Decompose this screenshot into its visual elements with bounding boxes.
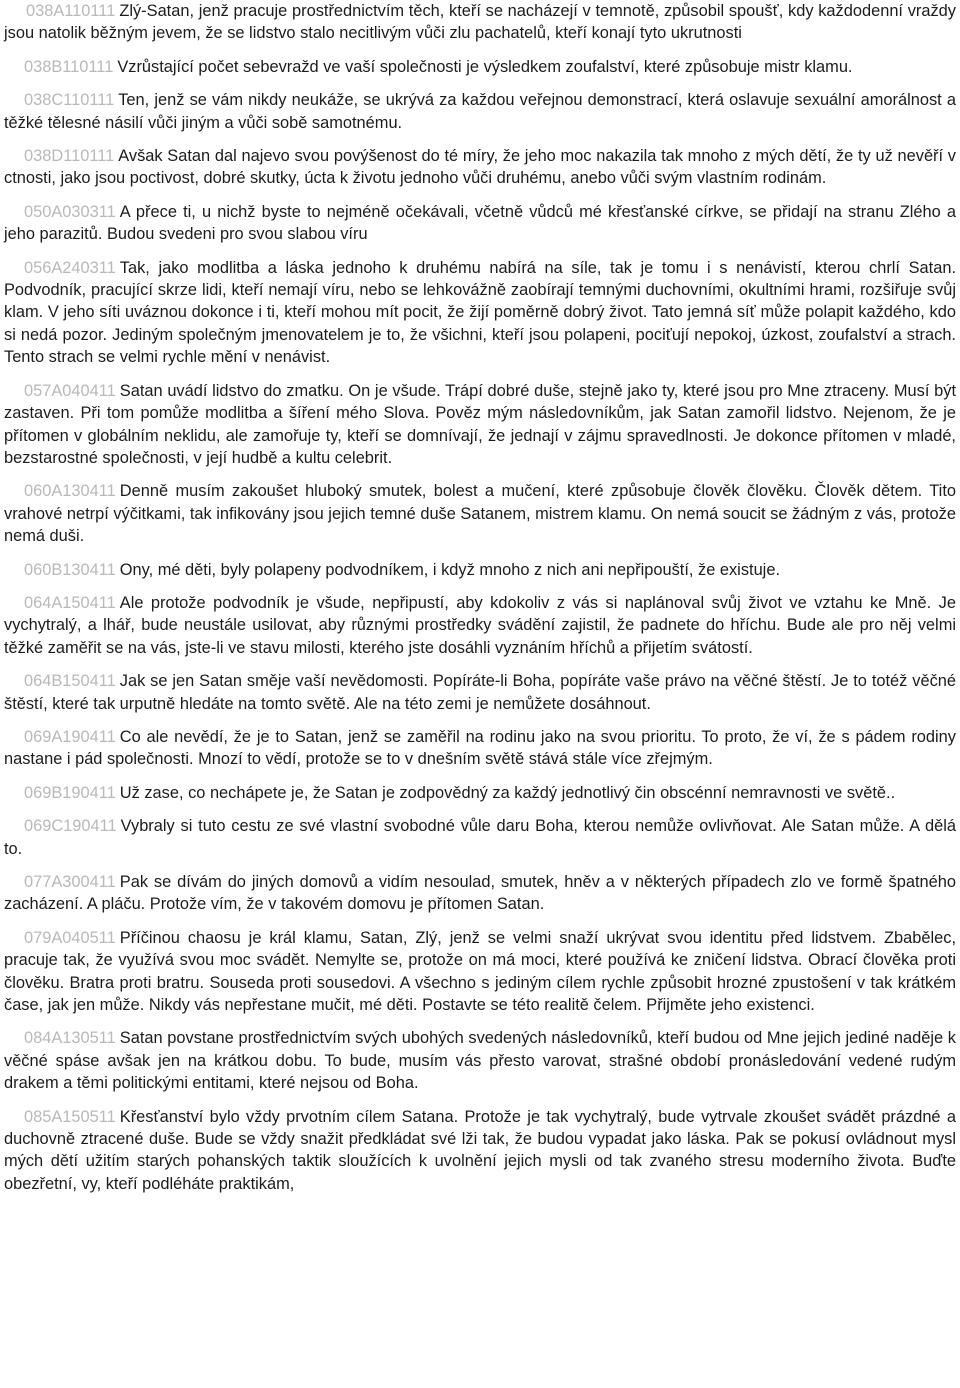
message-reference-code: 038A110111 bbox=[26, 2, 116, 20]
paragraph-text: Vzrůstající počet sebevražd ve vaší společnosti je výsledkem zoufalství, které způsobuje mistr klamu. bbox=[117, 57, 853, 76]
message-reference-code: 060B130411 bbox=[24, 560, 116, 579]
paragraph bbox=[4, 0, 956, 45]
message-reference-code: 060A130411 bbox=[24, 482, 116, 501]
paragraph bbox=[4, 927, 956, 1017]
paragraph-text: Příčinou chaosu je král klamu, Satan, Zlý, jenž se velmi snaží ukrývat svou identitu před lidstvem. Zbabělec, pracuje tak, že využívá svou moc svádět. Nemylte se, protože on má moci, které používá ke zničení lidstva. Obrací člověka proti člověku. Bratra proti bratru. Souseda proti sousedovi. A všechno s jediným cílem rychle způsobit hrozné zpustošení v tak krátkém čase, jak jen může. Nikdy vás nepřestane mučit, mé děti. Postavte se této realitě čelem. Přijměte jeho existenci. bbox=[4, 928, 956, 1015]
paragraph-text: Avšak Satan dal najevo svou povýšenost do té míry, že jeho moc nakazila tak mnoho z mých dětí, že ty už nevěří v ctnosti, jako jsou poctivost, dobré skutky, úcta k životu jednoho vůči druhému, anebo vůči svým vlastním rodinám. bbox=[4, 147, 956, 188]
paragraph bbox=[4, 480, 956, 547]
paragraph-text: Ony, mé děti, byly polapeny podvodníkem, i když mnoho z nich ani nepřipouští, že existuje. bbox=[119, 560, 780, 579]
paragraph bbox=[4, 871, 956, 916]
paragraph-text: Satan uvádí lidstvo do zmatku. On je všude. Trápí dobré duše, stejně jako ty, které jsou pro Mne ztraceny. Musí být zastaven. Při tom pomůže modlitba a šíření mého Slova. Pověz mým následovníkům, jak Satan zamořil lidstvo. Nejenom, že je přítomen v globálním neklidu, ale zamořuje ty, kteří se domnívají, že jednají v zájmu spravedlnosti. Je dokonce přítomen v mladé, bezstarostné společnosti, v její hudbě a kultu celebrit. bbox=[4, 381, 956, 467]
message-reference-code: 038C110111 bbox=[24, 91, 115, 110]
paragraph-text: Vybraly si tuto cestu ze své vlastní svobodné vůle daru Boha, kterou nemůže ovlivňovat. Ale Satan může. A dělá to. bbox=[4, 817, 956, 858]
paragraph-text: Ten, jenž se vám nikdy neukáže, se ukrývá za každou veřejnou demonstrací, která oslavuje sexuální amorálnost a těžké tělesné násilí vůči jiným a vůči sobě samotnému. bbox=[4, 91, 956, 132]
message-reference-code: 069A190411 bbox=[24, 727, 116, 746]
paragraph-text: Denně musím zakoušet hluboký smutek, bolest a mučení, které způsobuje člověk člověku. Člověk dětem. Tito vrahové netrpí výčitkami, tak infikovány jsou jejich temné duše Satanem, mistrem klamu. On nemá soucit se žádným z vás, protože nemá duši. bbox=[4, 482, 956, 546]
paragraph bbox=[4, 559, 956, 581]
paragraph bbox=[4, 1106, 956, 1196]
paragraph-text: Zlý-Satan, jenž pracuje prostřednictvím těch, kteří se nacházejí v temnotě, způsobil spoušť, kdy každodenní vraždy jsou natolik běžným jevem, že se lidstvo stalo necitlivým vůči zlu pachatelů, kteří konají tyto ukrutnosti bbox=[4, 2, 956, 43]
message-reference-code: 085A150511 bbox=[24, 1107, 116, 1126]
paragraph bbox=[4, 1027, 956, 1094]
message-reference-code: 064B150411 bbox=[24, 672, 116, 691]
paragraph bbox=[4, 670, 956, 715]
paragraph bbox=[4, 726, 956, 771]
paragraph bbox=[4, 89, 956, 134]
paragraph-text: Pak se dívám do jiných domovů a vidím nesoulad, smutek, hněv a v některých případech zlo ve formě špatného zacházení. A pláču. Protože vím, že v takovém domovu je přítomen Satan. bbox=[4, 873, 956, 914]
message-reference-code: 057A040411 bbox=[24, 381, 116, 400]
paragraph-text: A přece ti, u nichž byste to nejméně očekávali, včetně vůdců mé křesťanské církve, se přidají na stranu Zlého a jeho parazitů. Budou svedeni pro svou slabou víru bbox=[4, 202, 956, 244]
message-reference-code: 079A040511 bbox=[24, 928, 116, 947]
message-reference-code: 069B190411 bbox=[24, 783, 116, 802]
message-reference-code: 084A130511 bbox=[24, 1029, 116, 1048]
paragraph bbox=[4, 380, 956, 470]
paragraph bbox=[4, 257, 956, 369]
paragraph-text: Křesťanství bylo vždy prvotním cílem Satana. Protože je tak vychytralý, bude vytrvale zkoušet svádět prázdné a duchovně ztracené duše. Bude se vždy snažit předkládat své lži tak, že budou vypadat jako láska. Pak se pokusí ovládnout mysl mých dětí užitím starých pohanských taktik sloužících k uvolnění jejich mysli od tak zvaného stresu moderního života. Buďte obezřetní, vy, kteří podléháte praktikám, bbox=[4, 1107, 956, 1193]
paragraph-text: Satan povstane prostřednictvím svých ubohých svedených následovníků, kteří budou od Mne jejich jediné naděje k věčné spáse avšak jen na krátkou dobu. To bude, musím vás přesto varovat, strašné období pronásledování vedené rudým drakem a těmi politickými entitami, které nejsou od Boha. bbox=[4, 1029, 956, 1093]
paragraph-text: Tak, jako modlitba a láska jednoho k druhému nabírá na síle, tak je tomu i s nenávistí, kterou chrlí Satan. Podvodník, pracující skrze lidi, kteří nemají víru, nebo se lehkovážně zaobírají temnými duchovními, okultními hrami, rozšiřuje svůj klam. V jeho síti uváznou dokonce i ti, kteří mohou mít pocit, že žijí poměrně dobrý život. Tato jemná síť může polapit každého, kdo si nedá pozor. Jediným společným jmenovatelem je to, že všichni, kteří jsou polapeni, pociťují nepokoj, úzkost, zoufalství a strach. Tento strach se velmi rychle mění v nenávist. bbox=[4, 258, 956, 367]
message-reference-code: 038B110111 bbox=[24, 57, 114, 76]
message-reference-code: 069C190411 bbox=[24, 817, 117, 836]
paragraph bbox=[4, 145, 956, 190]
message-reference-code: 077A300411 bbox=[24, 873, 116, 891]
message-reference-code: 064A150411 bbox=[24, 593, 116, 612]
paragraph bbox=[4, 56, 956, 78]
paragraph bbox=[4, 782, 956, 804]
paragraph-text: Co ale nevědí, že je to Satan, jenž se zaměřil na rodinu jako na svou prioritu. To proto, že ví, že s pádem rodiny nastane i pád společnosti. Mnozí to vědí, protože se to v dnešním světě stává stále více zřejmým. bbox=[4, 727, 956, 769]
paragraph-text: Jak se jen Satan směje vaší nevědomosti. Popíráte-li Boha, popíráte vaše právo na věčné štěstí. Je to totéž věčné štěstí, které tak urputně hledáte na tomto světě. Ale na této zemi je nemůžete dosáhnout. bbox=[4, 672, 956, 713]
message-reference-code: 056A240311 bbox=[24, 258, 116, 277]
paragraph bbox=[4, 592, 956, 659]
message-reference-code: 050A030311 bbox=[24, 202, 116, 221]
paragraph-text: Ale protože podvodník je všude, nepřipustí, aby kdokoliv z vás si naplánoval svůj život ve vztahu ke Mně. Je vychytralý, a lhář, bude neustále usilovat, aby různými prostředky svádění zajistil, že padnete do hříchu. Bude ale pro něj velmi těžké zaměřit se na vás, jste-li ve stavu milosti, kterého jste dosáhli vyznáním hříchů a přijetím svátostí. bbox=[4, 593, 956, 657]
message-reference-code: 038D110111 bbox=[24, 147, 115, 166]
paragraph bbox=[4, 815, 956, 860]
paragraph-text: Už zase, co nechápete je, že Satan je zodpovědný za každý jednotlivý čin obscénní nemravnosti ve světě.. bbox=[119, 783, 896, 802]
paragraph bbox=[4, 201, 956, 246]
